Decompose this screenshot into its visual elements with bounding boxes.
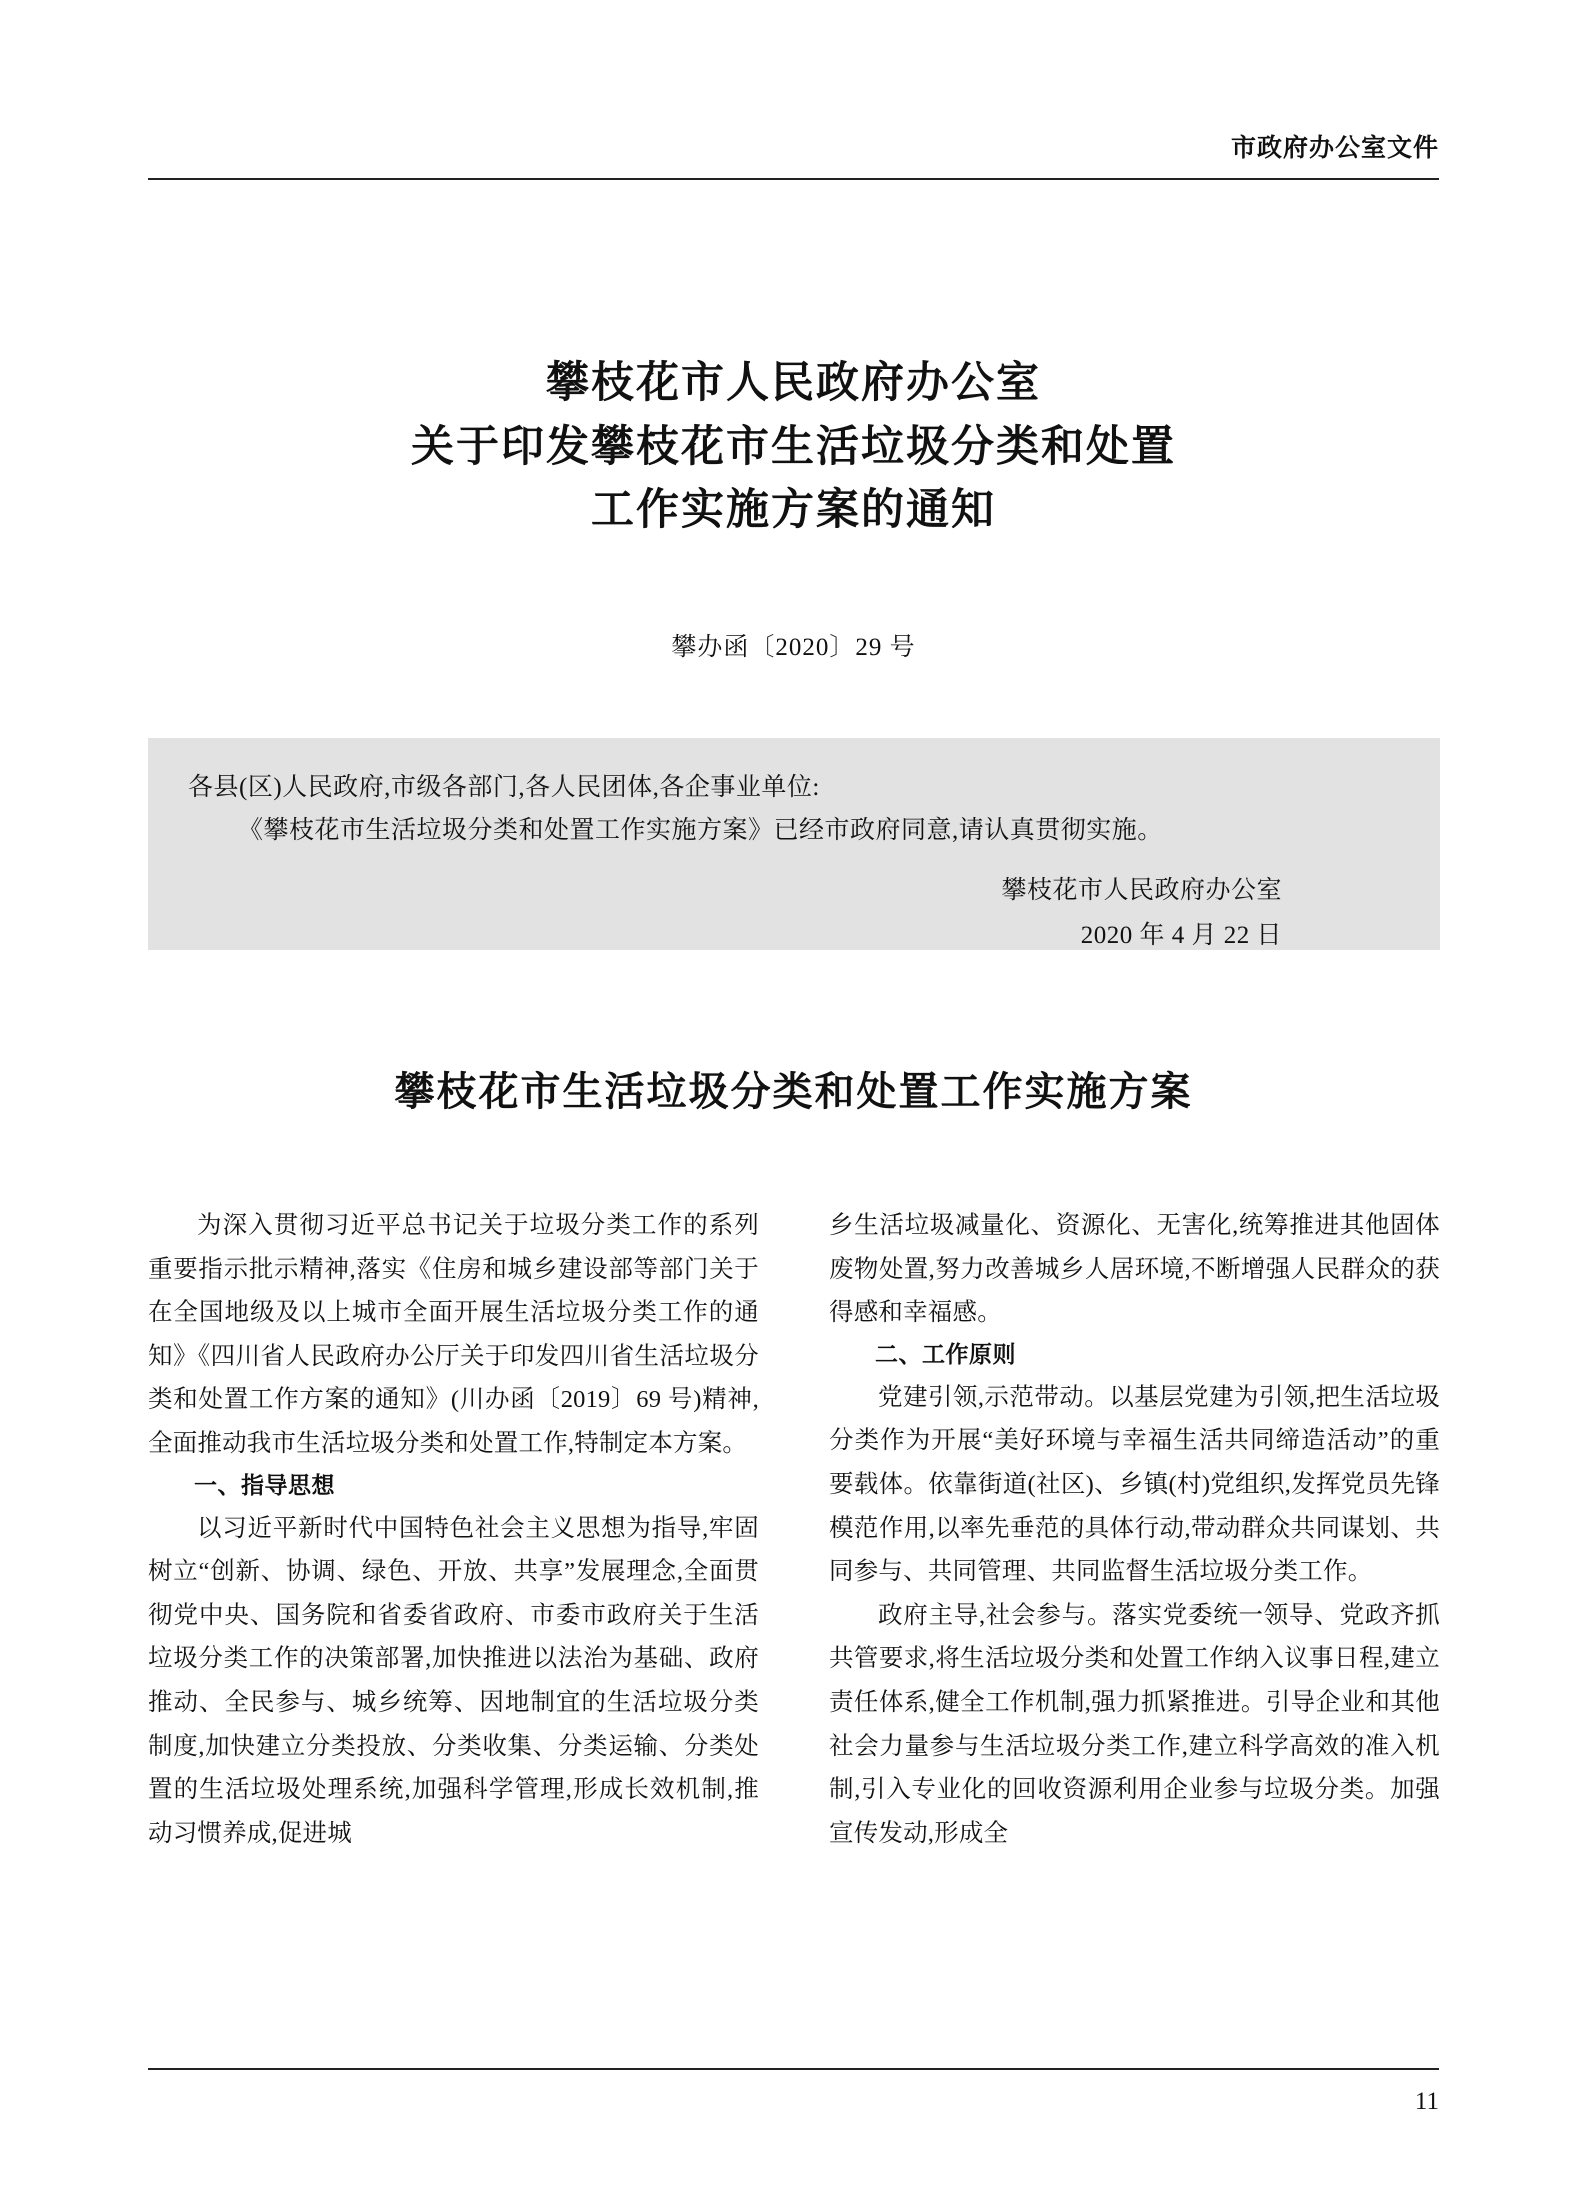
signature-date: 2020 年 4 月 22 日 xyxy=(1080,922,1282,949)
paragraph: 为深入贯彻习近平总书记关于垃圾分类工作的系列重要指示批示精神,落实《住房和城乡建设部等部门关于在全国地级及以上城市全面开展生活垃圾分类工作的通知》《四川省人民政府办公厅关于印发四川省生活垃圾分类和处置工作方案的通知》(川办函〔2019〕69 号)精神,全面推动我市生活垃圾分类和处置工作,特制定本方案。 xyxy=(148,1212,759,1458)
running-head: 市政府办公室文件 xyxy=(1230,133,1439,162)
paragraph: 党建引领,示范带动。以基层党建为引领,把生活垃圾分类作为开展“美好环境与幸福生活共同缔造活动”的重要载体。依靠街道(社区)、乡镇(村)党组织,发挥党员先锋模范作用,以率先垂范的具体行动,带动群众共同谋划、共同参与、共同管理、共同监督生活垃圾分类工作。 xyxy=(829,1383,1440,1586)
section-subheading: 一、指导思想 xyxy=(194,1472,335,1499)
paragraph: 以习近平新时代中国特色社会主义思想为指导,牢固树立“创新、协调、绿色、开放、共享”发展理念,全面贯彻党中央、国务院和省委省政府、市委市政府关于生活垃圾分类工作的决策部署,加快推进以法治为基础、政府推动、全民参与、城乡统筹、因地制宜的生活垃圾分类制度,加快建立分类投放、分类收集、分类运输、分类处置的生活垃圾处理系统,加强科学管理,形成长效机制,推动习惯养成,促进城 xyxy=(148,1514,759,1847)
right-column xyxy=(829,1204,1440,1994)
notice-signature xyxy=(188,868,1400,958)
notice-body: 《攀枝花市生活垃圾分类和处置工作实施方案》已经市政府同意,请认真贯彻实施。 xyxy=(238,817,1163,844)
notice-box xyxy=(148,738,1440,950)
paragraph-continued: 乡生活垃圾减量化、资源化、无害化,统筹推进其他固体废物处置,努力改善城乡人居环境,不断增强人民群众的获得感和幸福感。 xyxy=(829,1212,1440,1327)
left-column xyxy=(148,1204,759,1994)
page-number: 11 xyxy=(1414,2088,1439,2115)
document-title xyxy=(148,352,1439,543)
footer-divider xyxy=(148,2068,1439,2070)
title-line-3: 工作实施方案的通知 xyxy=(591,485,996,536)
plan-heading: 攀枝花市生活垃圾分类和处置工作实施方案 xyxy=(394,1068,1193,1115)
notice-addressee: 各县(区)人民政府,市级各部门,各人民团体,各企事业单位: xyxy=(188,774,820,801)
header-divider xyxy=(148,178,1439,180)
section-subheading: 二、工作原则 xyxy=(875,1341,1016,1368)
signer-name: 攀枝花市人民政府办公室 xyxy=(1001,877,1282,904)
title-line-2: 关于印发攀枝花市生活垃圾分类和处置 xyxy=(411,421,1176,472)
paragraph: 政府主导,社会参与。落实党委统一领导、党政齐抓共管要求,将生活垃圾分类和处置工作纳入议事日程,建立责任体系,健全工作机制,强力抓紧推进。引导企业和其他社会力量参与生活垃圾分类工作,建立科学高效的准入机制,引入专业化的回收资源利用企业参与垃圾分类。加强宣传发动,形成全 xyxy=(829,1601,1440,1847)
document-number: 攀办函〔2020〕29 号 xyxy=(671,634,916,661)
body-columns xyxy=(148,1204,1440,1994)
title-line-1: 攀枝花市人民政府办公室 xyxy=(546,358,1041,408)
